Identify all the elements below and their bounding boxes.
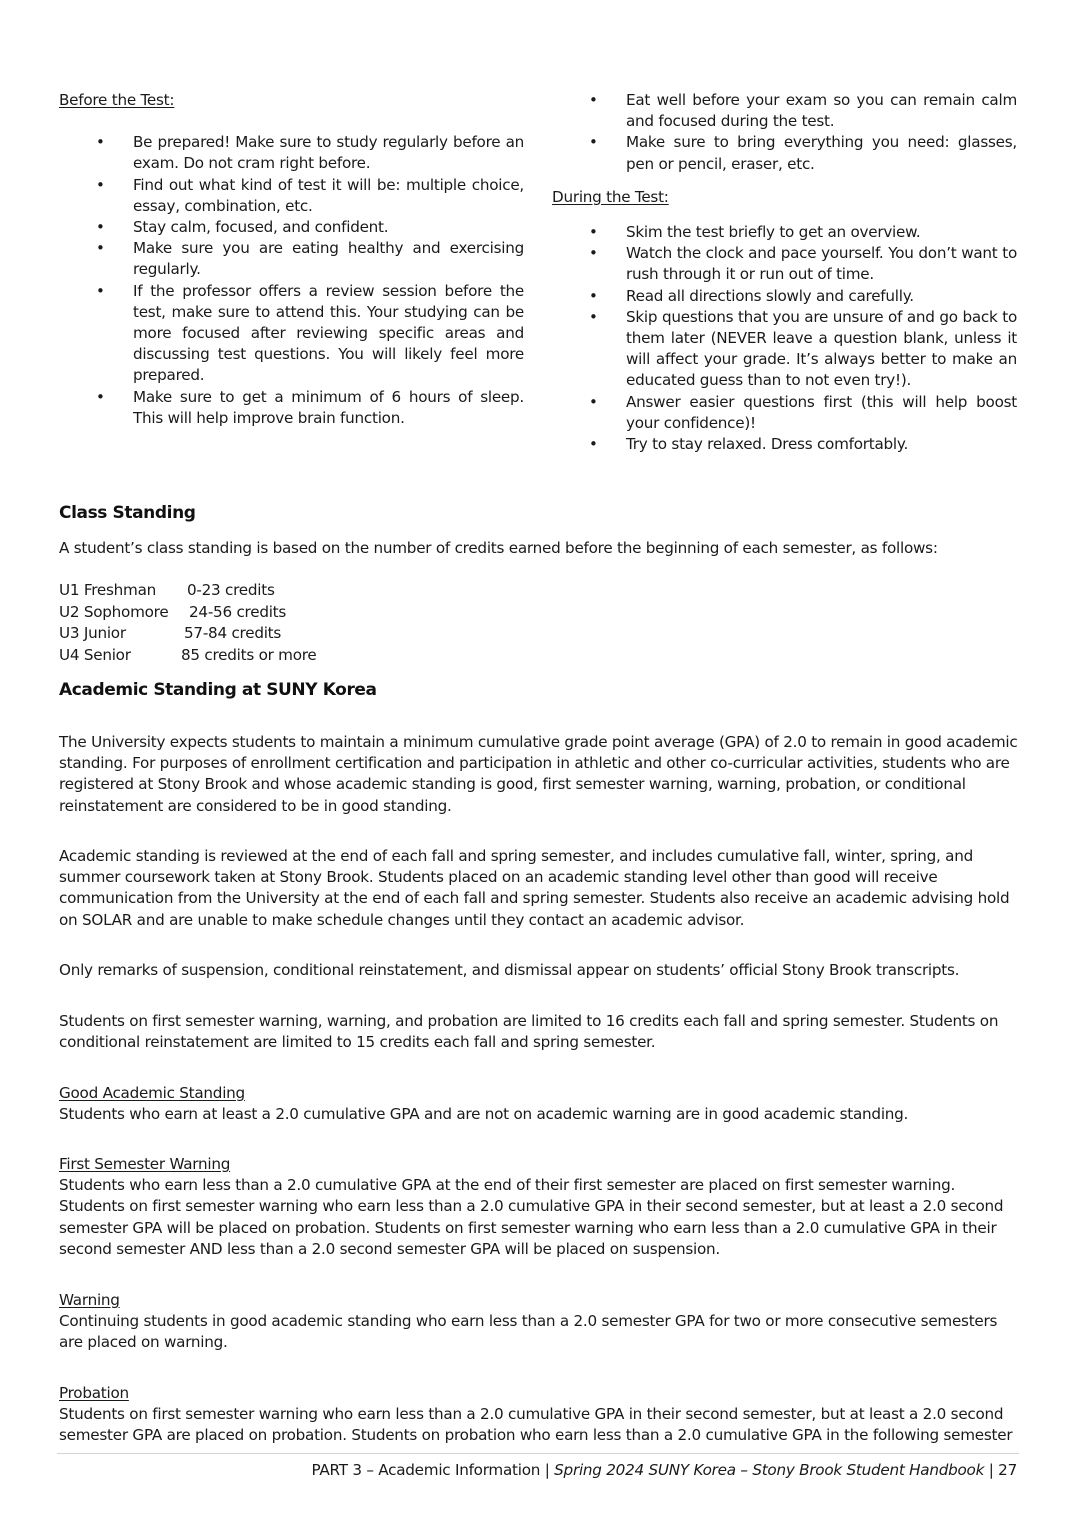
- list-item: • Stay calm, focused, and confident.: [59, 217, 524, 238]
- bullet-icon: •: [96, 239, 105, 258]
- bullet-icon: •: [96, 133, 105, 152]
- bullet-icon: •: [589, 435, 598, 454]
- warning-subsection: [59, 1290, 1019, 1354]
- before-test-continued-list: [552, 90, 1017, 175]
- bullet-icon: •: [589, 244, 598, 263]
- academic-standing-paragraph: Only remarks of suspension, conditional reinstatement, and dismissal appear on students’ official Stony Brook transcripts.: [59, 961, 960, 979]
- subsection-title: Probation: [59, 1384, 129, 1402]
- list-item: • Eat well before your exam so you can remain calm and focused during the test.: [589, 91, 1017, 131]
- standing-credits: 85 credits or more: [181, 645, 317, 664]
- standing-level: U1 Freshman: [59, 581, 157, 599]
- page-number: 27: [998, 1461, 1017, 1479]
- before-test-list: [59, 132, 524, 429]
- list-item: • Find out what kind of test it will be: multiple choice, essay, combination, etc.: [96, 175, 524, 215]
- standing-level: U3 Junior: [59, 624, 126, 642]
- subsection-text: Students on first semester warning who earn less than a 2.0 cumulative GPA in their second semester, but at least a 2.0 second semester GPA are placed on probation. Students on probation who earn less than a 2.0 cumulative GPA in the following semester: [59, 1405, 1013, 1445]
- standing-credits: 57-84 credits: [184, 624, 282, 642]
- list-item: • Answer easier questions first (this will help boost your confidence)!: [589, 392, 1017, 432]
- bullet-icon: •: [96, 387, 105, 406]
- first-semester-warning-subsection: [59, 1154, 1019, 1260]
- list-item: • Watch the clock and pace yourself. You don’t want to rush through it or run out of time.: [589, 244, 1017, 284]
- standing-level: U4 Senior: [59, 645, 131, 664]
- subsection-title: Warning: [59, 1291, 120, 1309]
- subsection-title: First Semester Warning: [59, 1155, 231, 1173]
- bullet-icon: •: [96, 218, 105, 237]
- table-row: [59, 623, 317, 645]
- subsection-text: Students who earn at least a 2.0 cumulative GPA and are not on academic warning are in good academic standing.: [59, 1105, 909, 1124]
- footer-handbook-title: Spring 2024 SUNY Korea – Stony Brook Student Handbook: [554, 1461, 985, 1479]
- bullet-icon: •: [589, 133, 598, 152]
- class-standing-table: [59, 580, 317, 666]
- table-row: [59, 580, 317, 602]
- bullet-icon: •: [589, 392, 598, 411]
- page-footer: [311, 1460, 1017, 1481]
- standing-level: U2 Sophomore: [59, 602, 169, 621]
- table-row: [59, 602, 317, 624]
- list-item: • If the professor offers a review session before the test, make sure to attend this. Your studying can be more focused after reviewing specific areas and discussing test questions. You will likely feel more prepared.: [96, 281, 524, 385]
- good-standing-subsection: [59, 1083, 1019, 1125]
- bullet-icon: •: [589, 223, 598, 242]
- academic-standing-heading: Academic Standing at SUNY Korea: [59, 680, 377, 700]
- list-item: • Be prepared! Make sure to study regularly before an exam. Do not cram right before.: [96, 133, 524, 173]
- before-test-section: [59, 90, 524, 429]
- list-item: • Make sure to get a minimum of 6 hours of sleep. This will help improve brain function.: [96, 387, 524, 427]
- list-item: • Skim the test briefly to get an overview.: [552, 222, 1017, 243]
- during-test-list: [552, 222, 1017, 455]
- footer-part-label: PART 3 – Academic Information: [311, 1461, 541, 1479]
- probation-subsection: [59, 1383, 1019, 1447]
- list-item: • Make sure you are eating healthy and exercising regularly.: [96, 239, 524, 279]
- class-standing-intro: A student’s class standing is based on the number of credits earned before the beginning of each semester, as follows:: [59, 539, 938, 557]
- bullet-icon: •: [96, 281, 105, 300]
- standing-credits: 0-23 credits: [187, 581, 275, 599]
- footer-divider: [57, 1453, 1019, 1454]
- before-test-label: Before the Test:: [59, 91, 175, 109]
- academic-standing-paragraph: Academic standing is reviewed at the end of each fall and spring semester, and includes cumulative fall, winter, spring, and summer coursework taken at Stony Brook. Students placed on an academic standing level other than good will receive communication from the University at the end of each fall and spring semester. Students also receive an academic advising hold on SOLAR and are unable to make schedule changes until they contact an academic advisor.: [59, 847, 1010, 929]
- bullet-icon: •: [589, 91, 598, 109]
- bullet-icon: •: [589, 286, 598, 305]
- academic-standing-paragraph: The University expects students to maintain a minimum cumulative grade point average (GPA) of 2.0 to remain in good academic standing. For purposes of enrollment certification and participation in athletic and other co-curricular activities, students who are registered at Stony Brook and whose academic standing is good, first semester warning, warning, probation, or conditional reinstatement are considered to be in good standing.: [59, 733, 1018, 815]
- bullet-icon: •: [589, 307, 598, 326]
- subsection-title: Good Academic Standing: [59, 1084, 245, 1102]
- footer-separator: |: [988, 1461, 994, 1479]
- bullet-icon: •: [96, 175, 105, 194]
- class-standing-heading: Class Standing: [59, 503, 196, 523]
- during-test-section: [552, 90, 1017, 455]
- standing-credits: 24-56 credits: [189, 602, 287, 621]
- list-item: • Read all directions slowly and carefully.: [552, 286, 1017, 307]
- list-item: • Skip questions that you are unsure of and go back to them later (NEVER leave a question blank, unless it will affect your grade. It’s always better to make an educated guess than to not even try!).: [589, 307, 1017, 390]
- footer-separator: |: [544, 1461, 550, 1479]
- subsection-text: Continuing students in good academic standing who earn less than a 2.0 semester GPA for two or more consecutive semesters are placed on warning.: [59, 1312, 998, 1352]
- list-item: • Try to stay relaxed. Dress comfortably.: [552, 434, 1017, 455]
- during-test-label: During the Test:: [552, 187, 669, 206]
- list-item: • Make sure to bring everything you need: glasses, pen or pencil, eraser, etc.: [589, 133, 1017, 173]
- table-row: [59, 645, 317, 667]
- subsection-text: Students who earn less than a 2.0 cumulative GPA at the end of their first semester are placed on first semester warning. Students on first semester warning who earn less than a 2.0 cumulative GPA in their second semester, but at least a 2.0 second semester GPA will be placed on probation. Students on first semester warning who earn less than a 2.0 cumulative GPA in their second semester AND less than a 2.0 second semester GPA will be placed on suspension.: [59, 1176, 1008, 1258]
- academic-standing-paragraph: Students on first semester warning, warning, and probation are limited to 16 credits each fall and spring semester. Students on conditional reinstatement are limited to 15 credits each fall and spring semester.: [59, 1012, 999, 1052]
